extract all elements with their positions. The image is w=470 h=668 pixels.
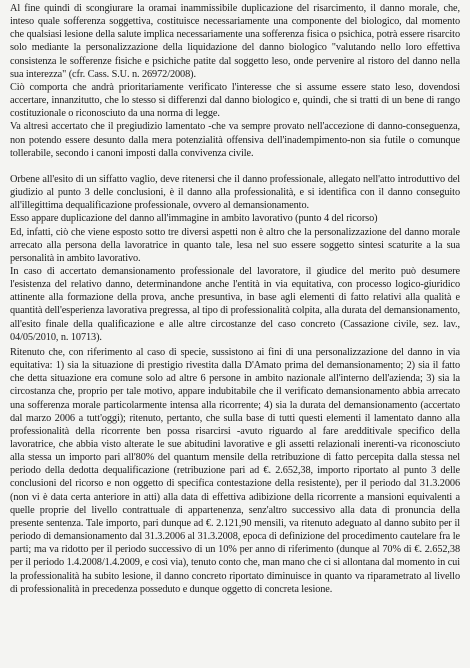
paragraph-duplicazione: Esso appare duplicazione del danno all'immagine in ambito lavorativo (punto 4 del ricorso) — [10, 213, 378, 225]
paragraph-liquidazione: Ritenuto che, con riferimento al caso di specie, sussistono ai fini di una personalizzazione del danno in via equitativa: 1) sia la situazione di prestigio rivestita dalla D'Amato prima del demansionamento; 2) sia il fatto che detta situazione era comune solo ad altre 6 persone in ambito nazionale all'interno dell'azienda; 3) sia la circostanza che, proprio per tale motivo, appare indubitabile che il verificato demansionamento abbia arrecato una sofferenza morale particolarmente intensa alla ricorrente; 4) sia la durata del demansionamento (accertato dal marzo 2006 a tutt'oggi); ritenuto, pertanto, che sulla base di tutti questi elementi il lamentato danno alla professionalità della ricorrente ben possa risarcirsi -avuto riguardo al fare aredditivale specifico della lavoratrice, che abbia visto alterate le sue abitudini lavorative e gli assetti relazionali inerenti-va riconosciuto alla stessa un importo pari all'80% del quantum mensile della retribuzione di fatto percepita dalla stessa nel periodo della dedotta dequalificazione (retribuzione pari ad €. 2.652,38, importo riportato al punto 3 delle conclusioni del ricorso e non oggetto di specifica contestazione della resistente), per il periodo dal 31.3.2006 (non vi è data certa anteriore in atti) alla data di effettiva adibizione della ricorrente a mansioni equivalenti a quelle proprie del livello contrattuale di appartenenza, senz'altro successivo alla data di pronuncia della presente sentenza. Tale importo, pari dunque ad €. 2.121,90 mensili, va ritenuto adeguato al danno subito per il periodo di demansionamento dal 31.3.2006 al 31.3.2008, epoca di definizione del procedimento cautelare fra le parti; ma va ridotto per il periodo successivo di un 10% per anno di riferimento (dunque al 70% di €. 2.652,38 per il periodo 1.4.2008/1.4.2009, e così via), tenuto conto che, man mano che ci si allontana dal momento in cui la professionalità ha subito lesione, il danno concreto riportato diminuisce in quanto va riparametrato al livello di professionalità in precedenza posseduto e dunque oggetto di concreta lesione. — [10, 346, 460, 595]
paragraph-pregiudizio: Va altresì accertato che il pregiudizio lamentato -che va sempre provato nell'accezione di danno-conseguenza, non potendo essere desunto dalla mera potenzialità offensiva dell'inadempimento-non sia futile o comunque tollerabile, secondo i canoni imposti dalla convivenza civile. — [10, 121, 460, 159]
paragraph-interesse-leso: Ciò comporta che andrà prioritariamente verificato l'interesse che si assume essere stato leso, dovendosi accertare, innanzitutto, che lo stesso si differenzi dal danno biologico e, quindi, che si tratti di un bene di rango costituzionale o riconosciuto da una norma di legge. — [10, 81, 460, 120]
paragraph-danno-morale: Al fine quindi di scongiurare la oramai inammissibile duplicazione del risarcimento, il danno morale, che, inteso quale sofferenza soggettiva, costituisce necessariamente una componente del biologico, dal momento che qualsiasi lesione della salute implica necessariamente una sofferenza fisica o psichica, potrà essere risarcito solo mediante la personalizzazione della liquidazione del danno biologico "valutando nello loro effettiva consistenza le sofferenze fisiche e psichiche patite dal soggetto leso, onde pervenire al ristoro del danno nella sua interezza" (cfr. Cass. S.U. n. 26972/2008). — [10, 3, 460, 80]
paragraph-demansionamento: In caso di accertato demansionamento professionale del lavoratore, il giudice del merito può desumere l'esistenza del relativo danno, determinandone anche l'entità in via equitativa, con processo logico-giuridico attinente alla formazione della prova, anche presuntiva, in base agli elementi di fatto relativi alla qualità e quantità dell'esperienza lavorativa pregressa, al tipo di professionalità colpita, alla durata del demansionamento, all'esito finale della qualificazione e alle altre circostanze del caso concreto (Cassazione civile, sez. lav., 04/05/2010, n. 10713). — [10, 265, 460, 343]
paragraph-personalizzazione: Ed, infatti, ciò che viene esposto sotto tre diversi aspetti non è altro che la personalizzazione del danno morale arrecato alla persona della lavoratrice in quanto tale, lesa nel suo essere soggetto sintesi scaturite a la sua personalità in ambito lavorativo. — [10, 226, 460, 264]
paragraph-danno-professionale: Orbene all'esito di un siffatto vaglio, deve ritenersi che il danno professionale, allegato nell'atto introduttivo del giudizio al punto 3 delle conclusioni, è il danno alla professionalità, e si identifica con il danno conseguito all'illegittima dequalificazione professionale, ovvero al demansionamento. — [10, 173, 460, 212]
